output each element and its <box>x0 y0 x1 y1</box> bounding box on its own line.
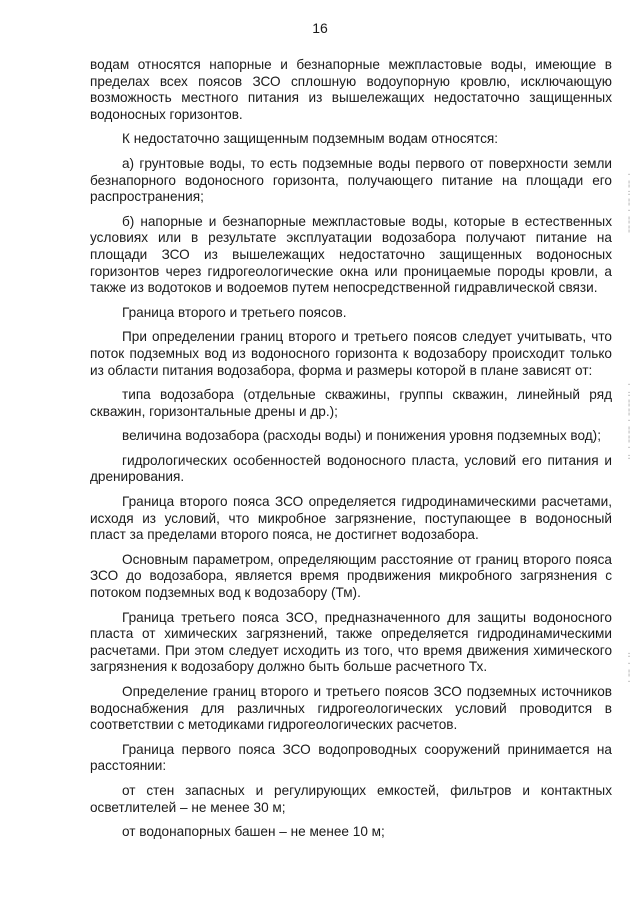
paragraph: Граница первого пояса ЗСО водопроводных сооружений принимается на расстоянии: <box>90 741 612 774</box>
list-item: гидрологических особенностей водоносного пласта, условий его питания и дренирования. <box>90 452 612 485</box>
list-item: б) напорные и безнапорные межпластовые воды, которые в естественных условиях или в результате эксплуатации водозабора получают питание на площади ЗСО из вышележащих недостаточно защищенных водоносных горизонтов через гидрогеологические окна или проницаемые породы кровли, а также из водотоков и водоемов путем непосредственной гидравлической связи. <box>90 213 612 296</box>
list-item: а) грунтовые воды, то есть подземные воды первого от поверхности земли безнапорного водоносного горизонта, получающего питание на площади его распространения; <box>90 155 612 205</box>
list-item: типа водозабора (отдельные скважины, группы скважин, линейный ряд скважин, горизонтальные дрены и др.); <box>90 387 612 419</box>
scan-artifact: : · ¦ · <box>626 650 632 686</box>
list-item: от водонапорных башен – не менее 10 м; <box>122 824 385 840</box>
list-item: от стен запасных и регулирующих емкостей, фильтров и контактных осветлителей – не менее 30 м; <box>90 782 612 815</box>
paragraph: Определение границ второго и третьего поясов ЗСО подземных источников водоснабжения для различных гидрогеологических условий проводится в соответствии с методиками гидрогеологических расчетов. <box>90 684 612 733</box>
paragraph: Основным параметром, определяющим расстояние от границ второго пояса ЗСО до водозабора, является время продвижения микробного загрязнения с потоком подземных вод к водозабору (Тм). <box>90 551 612 601</box>
list-item: величина водозабора (расходы воды) и понижения уровня подземных вод); <box>122 428 601 444</box>
paragraph: Граница третьего пояса ЗСО, предназначенного для защиты водоносного пласта от химических загрязнений, также определяется гидродинамическими расчетами. При этом следует исходить из того, что время движения химического загрязнения к водозабору должно быть больше расчетного Тх. <box>90 609 612 675</box>
scan-artifact: · ¦ : ¦ · ¦ ¦ <box>626 170 632 233</box>
paragraph: Граница второго пояса ЗСО определяется гидродинамическими расчетами, исходя из условий, что микробное загрязнение, поступающее в водоносный пласт за пределами второго пояса, не достигнет водозабора. <box>90 494 612 543</box>
scan-artifact: · : ¦ ¦ · ¦ ¦ · : <box>626 380 632 461</box>
page-number: 16 <box>312 20 328 36</box>
paragraph: К недостаточно защищенным подземным водам относятся: <box>122 131 499 147</box>
paragraph: При определении границ второго и третьего поясов следует учитывать, что поток подземных вод из водоносного горизонта к водозабору происходит только из области питания водозабора, форма и размеры которой в плане зависят от: <box>90 329 612 378</box>
paragraph: водам относятся напорные и безнапорные межпластовые воды, имеющие в пределах всех поясов ЗСО сплошную водоупорную кровлю, исключающую возможность местного питания из вышележащих недостаточно защищенных водоносных горизонтов. <box>90 57 612 122</box>
section-heading: Граница второго и третьего поясов. <box>122 304 347 320</box>
document-body <box>90 57 612 849</box>
